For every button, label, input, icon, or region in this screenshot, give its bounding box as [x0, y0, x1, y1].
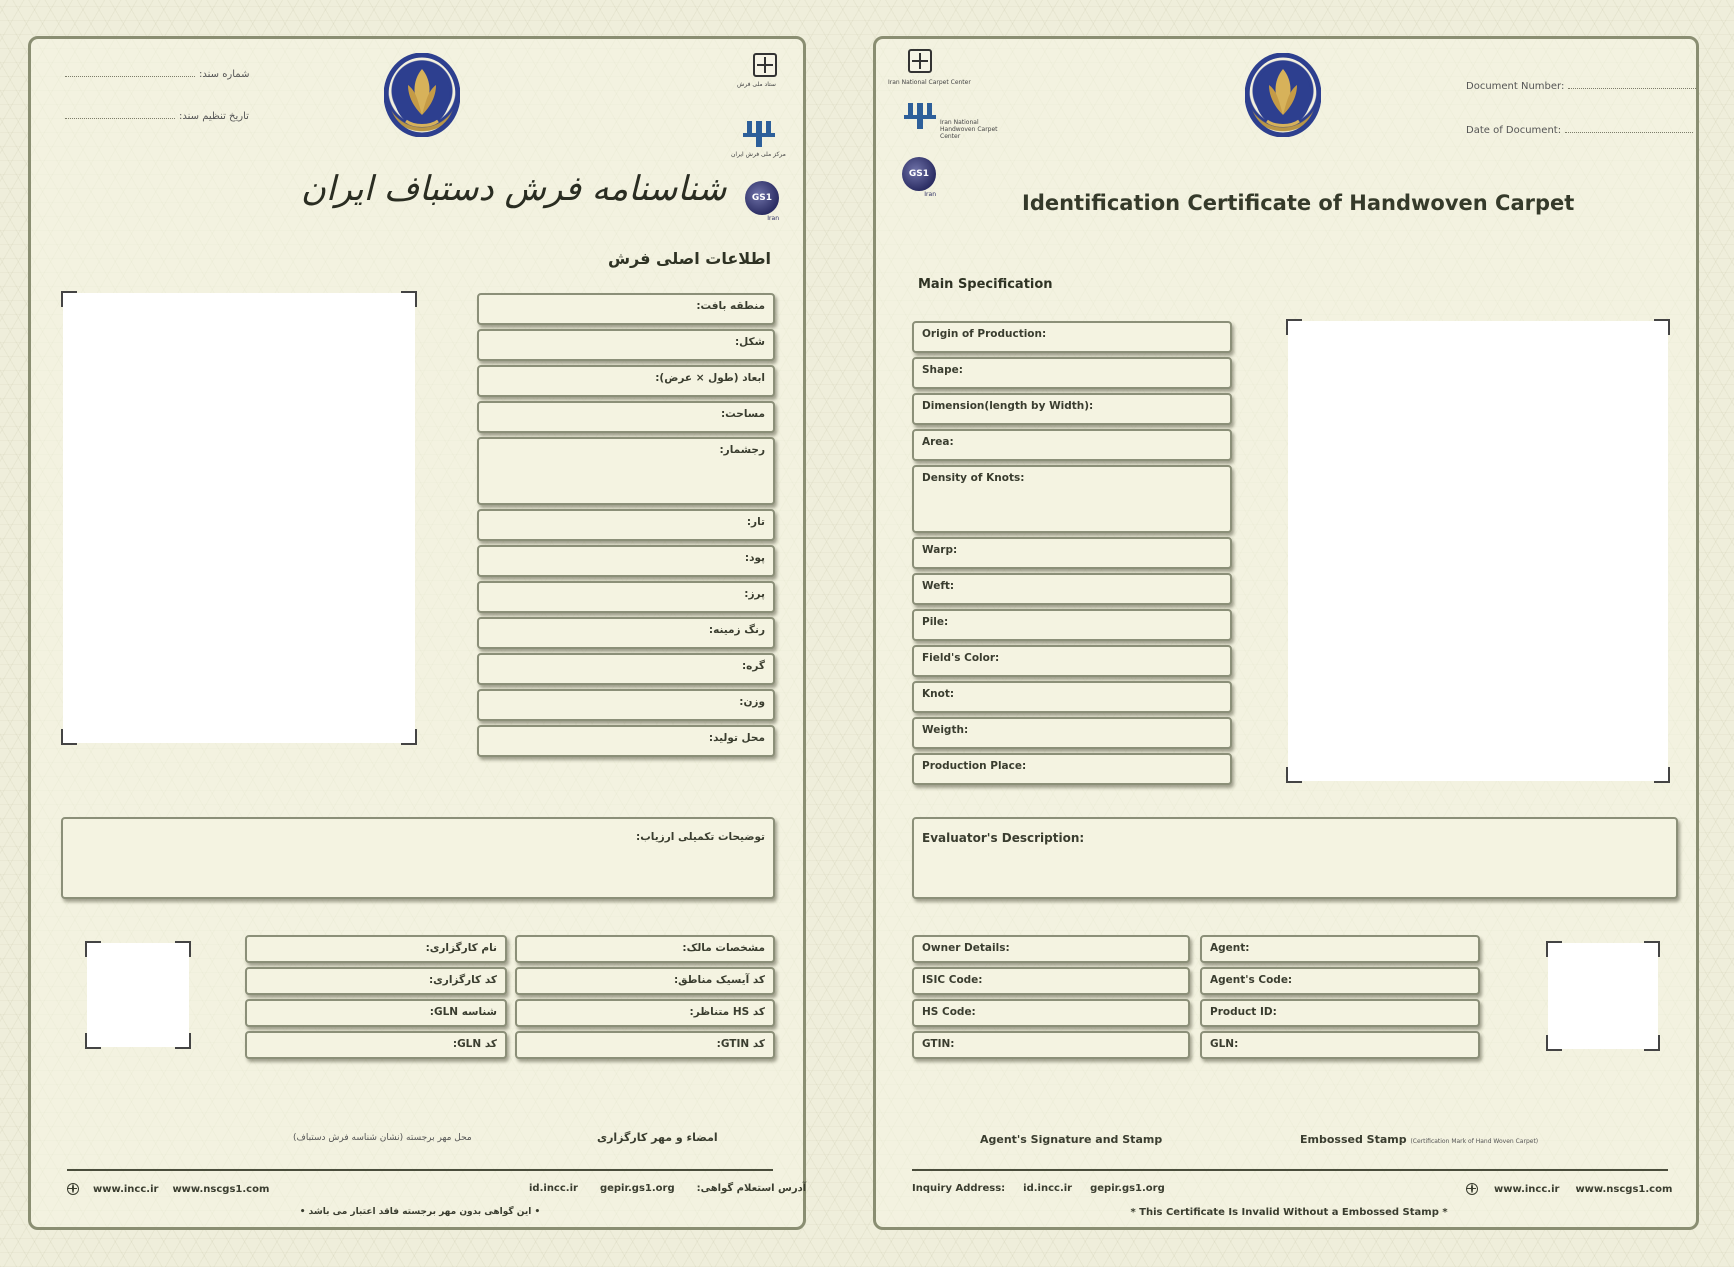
field-dimensions[interactable]: ابعاد (طول × عرض): [477, 365, 775, 397]
field-area[interactable]: مساحت: [477, 401, 775, 433]
field-warp[interactable]: تار: [477, 509, 775, 541]
logo-caption-top-en: Iran National Carpet Center [888, 79, 971, 86]
field-warp-en[interactable]: Warp: [912, 537, 1232, 569]
web-link-incc-fa[interactable]: www.incc.ir [93, 1183, 159, 1195]
hands-tree-icon [741, 117, 777, 151]
carpet-photo-area [63, 293, 415, 743]
seal-logo-en [1245, 53, 1321, 137]
doc-date-label-en: Date of Document: [1466, 125, 1562, 136]
field-gln-code[interactable]: کد GLN: [245, 1031, 507, 1059]
field-agent-en[interactable]: Agent: [1200, 935, 1480, 963]
carpet-photo-area-en [1288, 321, 1668, 781]
field-pile[interactable]: پرز: [477, 581, 775, 613]
certificate-persian [28, 36, 806, 1230]
field-gln-en[interactable]: GLN: [1200, 1031, 1480, 1059]
seal-emblem-icon [384, 53, 460, 137]
web-link-incc-en[interactable]: www.incc.ir [1494, 1183, 1560, 1195]
field-shape[interactable]: شکل: [477, 329, 775, 361]
hands-tree-icon [902, 99, 938, 133]
field-area-en[interactable]: Area: [912, 429, 1232, 461]
footer-inquiry-en [912, 1183, 1165, 1194]
field-weaving-region[interactable]: منطقه بافت: [477, 293, 775, 325]
national-center-logo-en [902, 99, 938, 137]
section-title-en: Main Specification [918, 277, 1053, 292]
inquiry-label-fa: آدرس استعلام گواهی: [696, 1183, 807, 1194]
signature-agent-fa: امضاء و مهر کارگزاری [597, 1131, 718, 1144]
certificate-english [873, 36, 1699, 1230]
field-weight[interactable]: وزن: [477, 689, 775, 721]
field-shape-en[interactable]: Shape: [912, 357, 1232, 389]
doc-date-fa [61, 111, 249, 122]
field-gtin-en[interactable]: GTIN: [912, 1031, 1190, 1059]
field-pile-en[interactable]: Pile: [912, 609, 1232, 641]
field-knot[interactable]: گره: [477, 653, 775, 685]
inquiry-link-gepir-fa[interactable]: gepir.gs1.org [599, 1183, 675, 1194]
globe-icon [67, 1183, 79, 1195]
embossed-stamp-note: (Certification Mark of Hand Woven Carpet) [1410, 1138, 1539, 1145]
small-photo-area-fa [87, 943, 189, 1047]
globe-icon [1466, 1183, 1478, 1195]
field-knot-en[interactable]: Knot: [912, 681, 1232, 713]
gs1-icon: GS1 [745, 181, 779, 215]
field-production-place-en[interactable]: Production Place: [912, 753, 1232, 785]
inquiry-link-incc-fa[interactable]: id.incc.ir [529, 1183, 578, 1194]
footer-web-en [1466, 1183, 1672, 1195]
carpet-center-logo-en [908, 49, 932, 73]
gs1-sub-fa: Iran [767, 215, 779, 222]
field-production-place[interactable]: محل تولید: [477, 725, 775, 757]
field-dimension-en[interactable]: Dimension(length by Width): [912, 393, 1232, 425]
footer-inquiry-fa [529, 1183, 806, 1194]
field-origin[interactable]: Origin of Production: [912, 321, 1232, 353]
field-isic-code-en[interactable]: ISIC Code: [912, 967, 1190, 995]
evaluator-description-en[interactable]: Evaluator's Description: [912, 817, 1678, 899]
field-agent-code-en[interactable]: Agent's Code: [1200, 967, 1480, 995]
logo-caption-top-fa: ستاد ملی فرش [737, 81, 776, 88]
field-weft[interactable]: پود: [477, 545, 775, 577]
field-agent-name[interactable]: نام کارگزاری: [245, 935, 507, 963]
field-field-color[interactable]: رنگ زمینه: [477, 617, 775, 649]
field-knot-density[interactable]: رجشمار: [477, 437, 775, 505]
carpet-center-logo [753, 53, 777, 77]
field-hs-code[interactable]: کد HS متناظر: [515, 999, 775, 1027]
doc-date-label: تاریخ تنظیم سند: [179, 111, 249, 122]
footer-rule-en [912, 1169, 1668, 1171]
signature-stamp-en [1300, 1133, 1538, 1146]
logo-caption-mid-en: Iran National Handwoven Carpet Center [940, 119, 998, 140]
footer-rule-fa [67, 1169, 773, 1171]
footer-web-fa [67, 1183, 269, 1195]
seal-logo [384, 53, 460, 137]
signature-stamp-fa: محل مهر برجسته (نشان شناسه فرش دستباف) [293, 1133, 472, 1143]
inquiry-label-en: Inquiry Address: [912, 1183, 1006, 1194]
inquiry-link-incc-en[interactable]: id.incc.ir [1023, 1183, 1073, 1194]
field-isic-code[interactable]: کد آیسیک مناطق: [515, 967, 775, 995]
doc-date-en [1466, 125, 1697, 136]
validity-note-fa: • این گواهی بدون مهر برجسته فاقد اعتبار می باشد • [299, 1207, 541, 1217]
signature-agent-en: Agent's Signature and Stamp [980, 1133, 1163, 1146]
small-photo-area-en [1548, 943, 1658, 1049]
field-field-color-en[interactable]: Field's Color: [912, 645, 1232, 677]
gs1-logo-en [902, 157, 936, 198]
section-title-fa: اطلاعات اصلی فرش [607, 249, 771, 268]
field-weight-en[interactable]: Weigth: [912, 717, 1232, 749]
gs1-icon: GS1 [902, 157, 936, 191]
inquiry-link-gepir-en[interactable]: gepir.gs1.org [1090, 1183, 1165, 1194]
carpet-grid-icon [753, 53, 777, 77]
web-link-nscgs1-en[interactable]: www.nscgs1.com [1575, 1183, 1673, 1195]
doc-number-fa [61, 69, 249, 80]
doc-number-label: شماره سند: [199, 69, 250, 80]
field-hs-code-en[interactable]: HS Code: [912, 999, 1190, 1027]
field-owner-details-en[interactable]: Owner Details: [912, 935, 1190, 963]
field-owner-details[interactable]: مشخصات مالک: [515, 935, 775, 963]
gs1-sub-en: Iran [924, 191, 936, 198]
field-gln-id[interactable]: شناسه GLN: [245, 999, 507, 1027]
logo-caption-mid-fa: مرکز ملی فرش ایران [731, 151, 786, 158]
embossed-stamp-label: Embossed Stamp [1300, 1133, 1407, 1146]
carpet-grid-icon [908, 49, 932, 73]
gs1-logo-fa [745, 181, 779, 222]
field-product-id-en[interactable]: Product ID: [1200, 999, 1480, 1027]
doc-number-label-en: Document Number: [1466, 81, 1565, 92]
seal-emblem-icon [1245, 53, 1321, 137]
validity-note-en: * This Certificate Is Invalid Without a Embossed Stamp * [1130, 1207, 1448, 1218]
certificate-title-fa: شناسنامه فرش دستباف ایران [301, 169, 727, 209]
doc-number-en [1466, 81, 1700, 92]
field-weft-en[interactable]: Weft: [912, 573, 1232, 605]
field-agent-code[interactable]: کد کارگزاری: [245, 967, 507, 995]
field-knot-density-en[interactable]: Density of Knots: [912, 465, 1232, 533]
web-link-nscgs1-fa[interactable]: www.nscgs1.com [172, 1183, 270, 1195]
certificate-title-en: Identification Certificate of Handwoven Carpet [1022, 191, 1575, 215]
field-gtin[interactable]: کد GTIN: [515, 1031, 775, 1059]
evaluator-description-fa[interactable]: توضیحات تکمیلی ارزیاب: [61, 817, 775, 899]
national-center-logo [741, 117, 777, 155]
